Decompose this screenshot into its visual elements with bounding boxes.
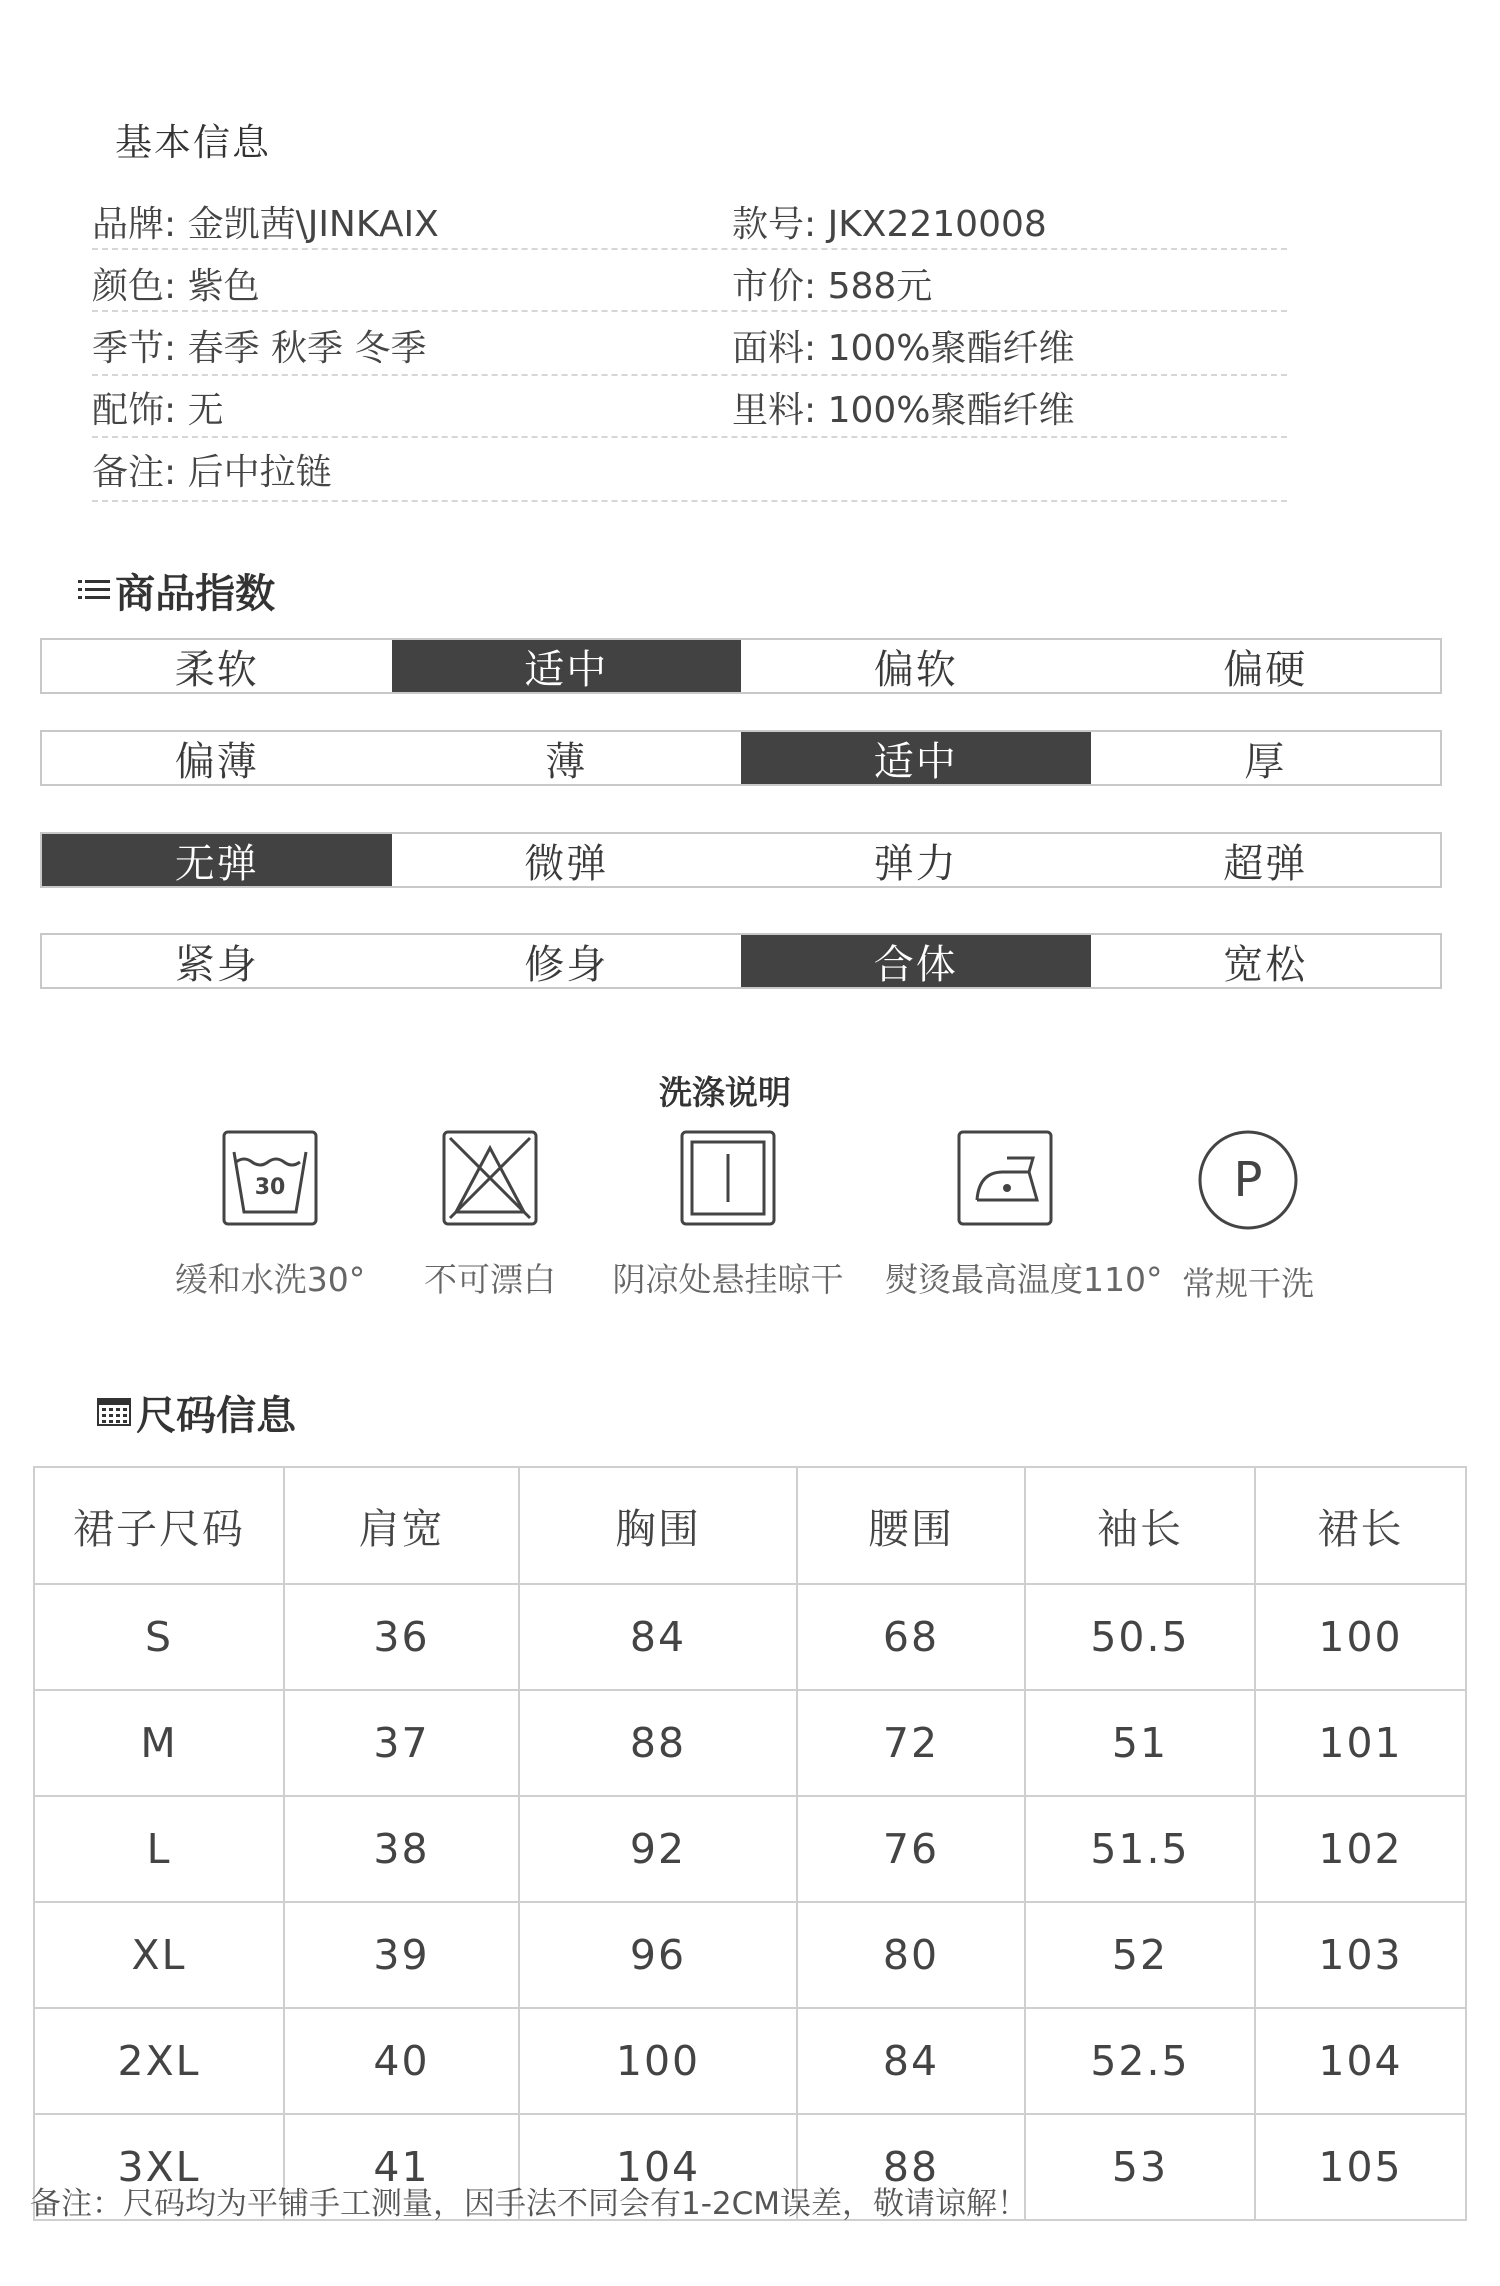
column-header: 裙长 (1255, 1467, 1466, 1584)
wash-label: 阴凉处悬挂晾干 (612, 1260, 844, 1299)
line-dry-shade-icon (608, 1128, 848, 1232)
table-cell: 88 (519, 1690, 797, 1796)
column-header: 肩宽 (284, 1467, 519, 1584)
index-option-selected: 无弹 (42, 834, 392, 886)
info-brand: 品牌: 金凯茜\JINKAIX (92, 204, 439, 245)
size-table (33, 1466, 1467, 2221)
table-cell: 100 (519, 2008, 797, 2114)
table-cell: 39 (284, 1902, 519, 2008)
table-cell: 50.5 (1025, 1584, 1255, 1690)
table-cell: 103 (1255, 1902, 1466, 2008)
index-option: 微弹 (524, 840, 609, 887)
index-option: 修身 (524, 941, 609, 988)
table-cell: 36 (284, 1584, 519, 1690)
table-cell: 76 (797, 1796, 1025, 1902)
index-option-selected: 适中 (741, 732, 1091, 784)
index-option: 偏薄 (174, 738, 259, 785)
table-row (34, 1796, 1466, 1902)
svg-text:P: P (1233, 1152, 1263, 1208)
table-cell: 104 (519, 2114, 797, 2220)
column-header: 腰围 (797, 1467, 1025, 1584)
index-option: 柔软 (174, 646, 259, 693)
info-color: 颜色: 紫色 (92, 266, 260, 307)
index-option: 偏软 (873, 646, 958, 693)
table-cell: 37 (284, 1690, 519, 1796)
table-cell: 3XL (34, 2114, 284, 2220)
size-info-title: 尺码信息 (136, 1393, 297, 1439)
table-cell: 105 (1255, 2114, 1466, 2220)
table-row (34, 1902, 1466, 2008)
info-accessory: 配饰: 无 (92, 390, 224, 431)
dry-clean-p-icon (1128, 1128, 1368, 1236)
table-cell: 96 (519, 1902, 797, 2008)
wash-label: 缓和水洗30° (174, 1260, 366, 1299)
table-cell: 101 (1255, 1690, 1466, 1796)
table-cell: 102 (1255, 1796, 1466, 1902)
wash-label: 不可漂白 (424, 1260, 556, 1299)
divider (92, 374, 1287, 376)
info-style-no: 款号: JKX2210008 (732, 204, 1047, 245)
index-option: 偏硬 (1223, 646, 1308, 693)
table-cell: 88 (797, 2114, 1025, 2220)
table-cell: 52.5 (1025, 2008, 1255, 2114)
table-cell: XL (34, 1902, 284, 2008)
index-option: 超弹 (1223, 840, 1308, 887)
table-cell: 84 (797, 2008, 1025, 2114)
column-header: 裙子尺码 (34, 1467, 284, 1584)
table-cell: 51.5 (1025, 1796, 1255, 1902)
info-fabric: 面料: 100%聚酯纤维 (732, 328, 1075, 369)
index-row-fit (40, 933, 1442, 989)
table-cell: 41 (284, 2114, 519, 2220)
product-index-header (78, 562, 275, 619)
size-info-header (97, 1384, 296, 1441)
divider (92, 310, 1287, 312)
table-cell: 104 (1255, 2008, 1466, 2114)
table-cell: 68 (797, 1584, 1025, 1690)
size-note: 备注：尺码均为平铺手工测量，因手法不同会有1-2CM误差，敬请谅解！ (30, 2186, 1029, 2222)
table-cell: 92 (519, 1796, 797, 1902)
index-option-selected: 适中 (392, 640, 742, 692)
index-option: 弹力 (873, 840, 958, 887)
calendar-grid-icon (97, 1396, 131, 1430)
table-cell: 80 (797, 1902, 1025, 2008)
index-option-selected: 合体 (741, 935, 1091, 987)
table-cell: 100 (1255, 1584, 1466, 1690)
product-index-title: 商品指数 (115, 571, 276, 617)
table-cell: 51 (1025, 1690, 1255, 1796)
info-price: 市价: 588元 (732, 266, 933, 307)
iron-110-icon (885, 1128, 1125, 1232)
divider (92, 500, 1287, 502)
table-cell: L (34, 1796, 284, 1902)
washing-title: 洗涤说明 (659, 1073, 791, 1112)
table-cell: 72 (797, 1690, 1025, 1796)
table-cell: 53 (1025, 2114, 1255, 2220)
list-icon (78, 575, 110, 607)
wash-item-dry-clean (1128, 1128, 1368, 1305)
table-header-row (34, 1467, 1466, 1584)
wash-item-no-bleach (370, 1128, 610, 1301)
table-cell: M (34, 1690, 284, 1796)
table-row (34, 1690, 1466, 1796)
no-bleach-icon (370, 1128, 610, 1232)
index-option: 紧身 (174, 941, 259, 988)
index-option: 宽松 (1223, 941, 1308, 988)
column-header: 袖长 (1025, 1467, 1255, 1584)
index-row-thickness (40, 730, 1442, 786)
gentle-wash-30-icon (150, 1128, 390, 1232)
divider (92, 248, 1287, 250)
basic-info-title: 基本信息 (115, 121, 271, 164)
table-row (34, 1584, 1466, 1690)
info-remark: 备注: 后中拉链 (92, 452, 332, 493)
table-cell: S (34, 1584, 284, 1690)
table-cell: 40 (284, 2008, 519, 2114)
info-lining: 里料: 100%聚酯纤维 (732, 390, 1075, 431)
wash-item-line-dry (608, 1128, 848, 1301)
table-cell: 2XL (34, 2008, 284, 2114)
wash-item-gentle (150, 1128, 390, 1301)
index-option: 厚 (1244, 738, 1287, 785)
column-header: 胸围 (519, 1467, 797, 1584)
index-row-softness (40, 638, 1442, 694)
svg-text:30: 30 (254, 1175, 286, 1200)
info-season: 季节: 春季 秋季 冬季 (92, 328, 427, 369)
table-row (34, 2008, 1466, 2114)
index-row-elasticity (40, 832, 1442, 888)
wash-item-iron (885, 1128, 1163, 1301)
table-cell: 84 (519, 1584, 797, 1690)
table-cell: 52 (1025, 1902, 1255, 2008)
wash-label: 熨烫最高温度110° (885, 1260, 1163, 1299)
divider (92, 436, 1287, 438)
index-option: 薄 (545, 738, 588, 785)
table-cell: 38 (284, 1796, 519, 1902)
wash-label: 常规干洗 (1182, 1264, 1314, 1303)
